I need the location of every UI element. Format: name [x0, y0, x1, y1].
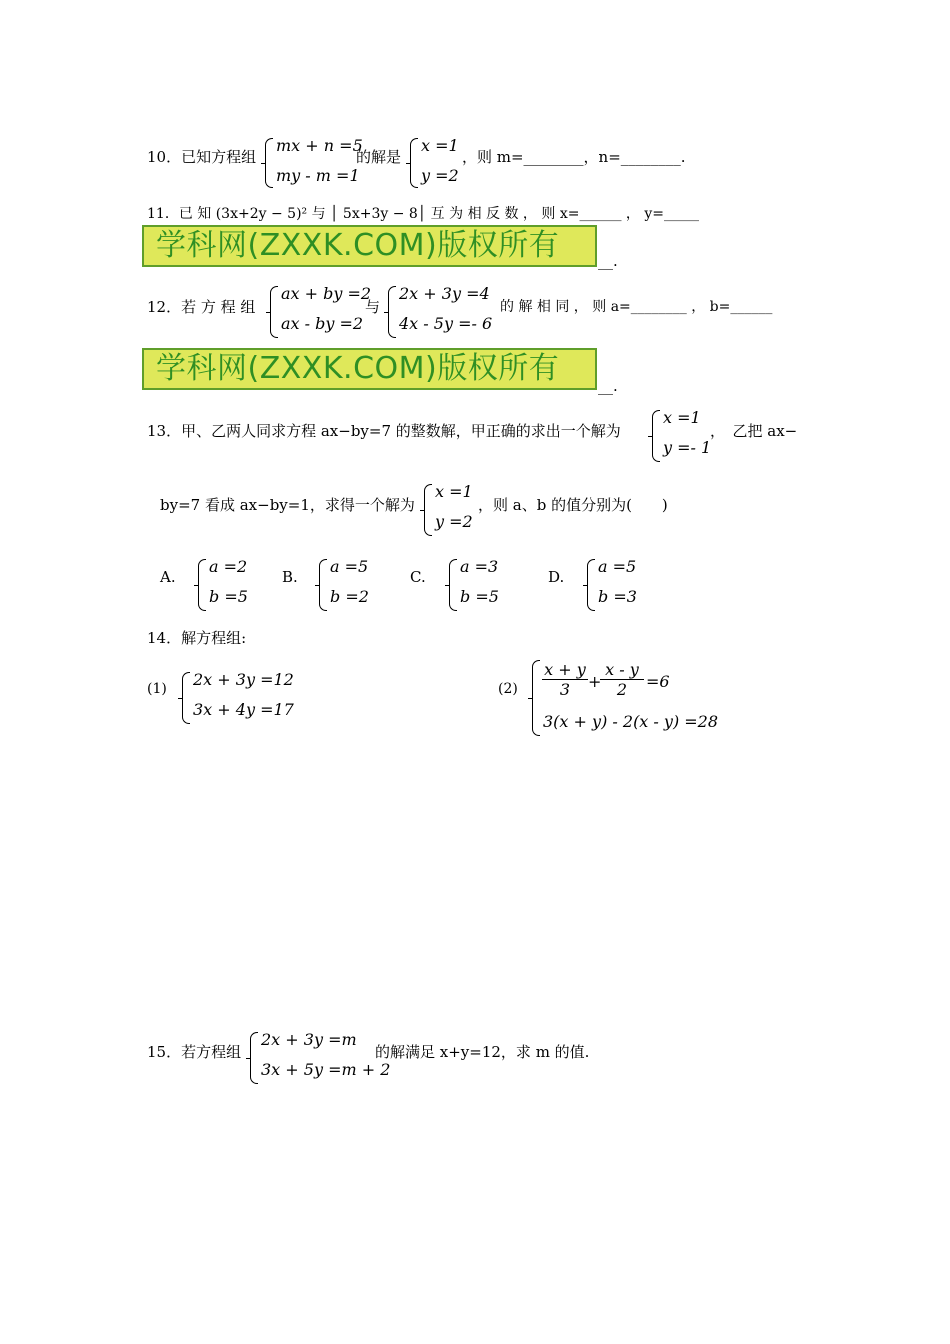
equation: b =5	[209, 587, 248, 606]
equals-six: =6	[646, 672, 670, 691]
equation: 2x + 3y =4	[399, 284, 490, 303]
q14-part-1-label: (1)	[147, 681, 167, 697]
q14-part-2-system	[532, 658, 732, 738]
q14-part-1-system	[182, 670, 292, 726]
equation: my - m =1	[276, 166, 360, 185]
equation: y =2	[421, 166, 459, 185]
watermark-1: 学科网(ZXXK.COM)版权所有	[142, 225, 597, 267]
equation: a =5	[598, 557, 637, 576]
option-system	[449, 557, 504, 613]
q13-line-2: by=7 看成 ax−by=1，求得一个解为	[160, 496, 415, 514]
equation: 3x + 4y =17	[193, 700, 294, 719]
denominator: 3	[559, 680, 571, 699]
fraction-2	[600, 660, 644, 699]
numerator: x - y	[600, 660, 644, 680]
equation: 4x - 5y =- 6	[399, 314, 493, 333]
option-label: C.	[410, 568, 426, 586]
q11-tail: __.	[598, 252, 618, 270]
equation: 3(x + y) - 2(x - y) =28	[543, 712, 719, 731]
q10-system-1	[265, 136, 363, 190]
option-system	[319, 557, 374, 613]
equation: a =2	[209, 557, 248, 576]
watermark-2: 学科网(ZXXK.COM)版权所有	[142, 348, 597, 390]
equation: a =3	[460, 557, 499, 576]
q11-text: 11．已 知 (3x+2y − 5)² 与 │ 5x+3y − 8│ 互 为 相 反 数 ， 则 x=______ ， y=_____	[147, 206, 700, 222]
equation: b =5	[460, 587, 499, 606]
q15-prefix: 15．若方程组	[147, 1043, 242, 1061]
q15-suffix: 的解满足 x+y=12，求 m 的值.	[375, 1043, 590, 1061]
q12-prefix: 12．若 方 程 组	[147, 298, 256, 316]
q12-mid: 与	[365, 298, 381, 316]
equation: x =1	[421, 136, 459, 155]
equation: ax + by =2	[281, 284, 372, 303]
q12-tail: __.	[598, 377, 618, 395]
q10-mid: 的解是	[356, 148, 402, 166]
equation: b =3	[598, 587, 637, 606]
denominator: 2	[616, 680, 628, 699]
option-system	[587, 557, 642, 613]
q12-system-1	[270, 284, 370, 340]
equation: a =5	[330, 557, 369, 576]
equation: 2x + 3y =12	[193, 670, 294, 689]
plus-sign: +	[588, 672, 602, 691]
q14-title: 14．解方程组:	[147, 629, 247, 647]
q15-system	[250, 1030, 391, 1086]
equation: 3x + 5y =m + 2	[261, 1060, 391, 1079]
q13-system-2	[424, 482, 484, 538]
equation: x =1	[663, 408, 701, 427]
option-label: D.	[548, 568, 565, 586]
equation: ax - by =2	[281, 314, 364, 333]
q13-line-1: 13．甲、乙两人同求方程 ax−by=7 的整数解，甲正确的求出一个解为	[147, 422, 621, 440]
q10-suffix: ，则 m=________，n=________.	[462, 148, 686, 166]
q12-suffix: 的 解 相 同 ， 则 a=________ ， b=______	[500, 299, 773, 315]
equation: x =1	[435, 482, 473, 501]
q14-part-2-label: (2)	[498, 681, 518, 697]
fraction-1	[542, 660, 588, 699]
q13-system-1	[652, 408, 712, 464]
option-label: B.	[282, 568, 298, 586]
equation: y =2	[435, 512, 473, 531]
q12-system-2	[388, 284, 496, 340]
equation: y =- 1	[663, 438, 712, 457]
equation: mx + n =5	[276, 136, 363, 155]
equation: b =2	[330, 587, 369, 606]
q10-prefix: 10．已知方程组	[147, 148, 257, 166]
option-system	[198, 557, 253, 613]
q13-line-1-suffix: ， 乙把 ax−	[710, 422, 798, 440]
numerator: x + y	[542, 660, 588, 680]
option-label: A.	[160, 568, 176, 586]
q10-system-2	[410, 136, 470, 190]
equation: 2x + 3y =m	[261, 1030, 357, 1049]
q13-line-2-suffix: ，则 a、b 的值分别为( )	[478, 496, 668, 514]
